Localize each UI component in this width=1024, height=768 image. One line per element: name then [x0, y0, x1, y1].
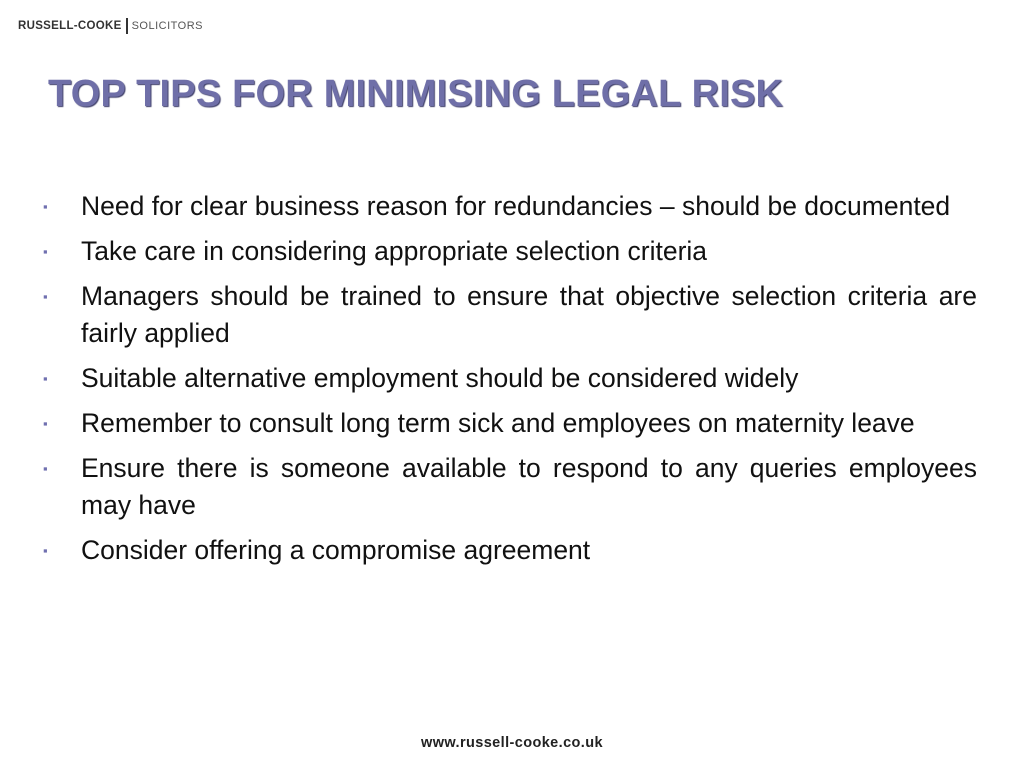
bullet-marker-icon: ▪	[43, 543, 48, 558]
company-logo	[18, 16, 203, 36]
bullet-text: Remember to consult long term sick and employees on maternity leave	[81, 408, 915, 438]
bullet-text: Managers should be trained to ensure that objective selection criteria are fairly applied	[81, 281, 977, 348]
bullet-list	[43, 188, 977, 577]
bullet-text: Need for clear business reason for redundancies – should be documented	[81, 191, 951, 221]
logo-name: RUSSELL-COOKE	[18, 20, 122, 32]
slide-title: TOP TIPS FOR MINIMISING LEGAL RISK	[48, 73, 784, 115]
bullet-marker-icon: ▪	[43, 416, 48, 431]
footer-url: www.russell-cooke.co.uk	[421, 735, 603, 751]
bullet-marker-icon: ▪	[43, 244, 48, 259]
bullet-item	[43, 188, 977, 225]
bullet-text: Take care in considering appropriate selection criteria	[81, 236, 708, 266]
logo-subtitle: SOLICITORS	[131, 20, 204, 32]
bullet-item	[43, 360, 977, 397]
logo-divider	[126, 18, 128, 34]
bullet-text: Suitable alternative employment should be considered widely	[81, 363, 799, 393]
bullet-text: Ensure there is someone available to respond to any queries employees may have	[81, 453, 977, 520]
bullet-item	[43, 450, 977, 524]
bullet-text: Consider offering a compromise agreement	[81, 535, 591, 565]
bullet-marker-icon: ▪	[43, 461, 48, 476]
bullet-item	[43, 278, 977, 352]
bullet-item	[43, 532, 977, 569]
bullet-marker-icon: ▪	[43, 371, 48, 386]
bullet-marker-icon: ▪	[43, 289, 48, 304]
bullet-marker-icon: ▪	[43, 199, 48, 214]
bullet-item	[43, 405, 977, 442]
bullet-item	[43, 233, 977, 270]
